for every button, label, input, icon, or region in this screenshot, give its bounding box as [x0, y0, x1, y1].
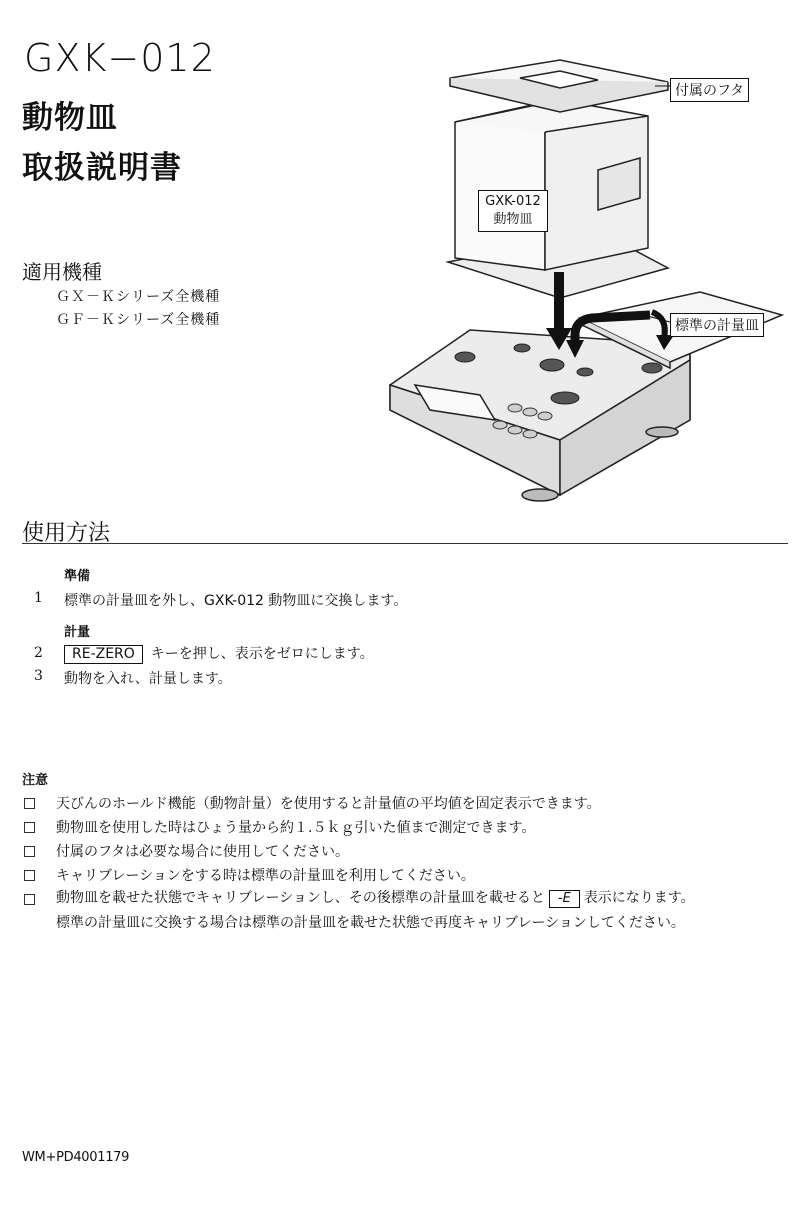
step-1-number: 1: [34, 590, 43, 606]
product-name: 動物皿: [22, 100, 118, 136]
note-5-line-2: 標準の計量皿に交換する場合は標準の計量皿を載せた状態で再度キャリブレーションしてください。: [56, 915, 685, 931]
prep-heading: 準備: [64, 569, 91, 584]
note-5-pre: 動物皿を載せた状態でキャリブレーションし、その後標準の計量皿を載せると: [56, 890, 545, 906]
note-bullet: [24, 870, 35, 881]
lid: [450, 60, 668, 112]
note-4: キャリブレーションをする時は標準の計量皿を利用してください。: [56, 868, 475, 884]
applicable-heading: 適用機種: [22, 260, 102, 284]
step-3-text: 動物を入れ、計量します。: [64, 671, 232, 687]
re-zero-key: RE-ZERO: [64, 645, 143, 664]
lid-callout: 付属のフタ: [670, 78, 749, 102]
step-2-text: キーを押し、表示をゼロにします。: [150, 646, 374, 662]
note-2: 動物皿を使用した時はひょう量から約１.５ｋｇ引いた値まで測定できます。: [56, 820, 536, 836]
model-title: GXK−012: [24, 36, 216, 80]
pan-callout: 標準の計量皿: [670, 313, 764, 337]
container-label-name: 動物皿: [493, 212, 533, 227]
note-5-post: 表示になります。: [583, 890, 695, 906]
step-3-number: 3: [34, 668, 43, 684]
step-2-line: [64, 643, 374, 664]
notes-heading: 注意: [22, 773, 49, 788]
applicable-model-1: ＧＸ－Ｋシリーズ全機種: [56, 289, 221, 305]
step-2-number: 2: [34, 645, 43, 661]
manual-title: 取扱説明書: [22, 150, 182, 186]
note-5: [56, 887, 695, 908]
error-display-indicator: -E: [549, 890, 580, 908]
note-3: 付属のフタは必要な場合に使用してください。: [56, 844, 350, 860]
note-bullet: [24, 846, 35, 857]
note-bullet: [24, 822, 35, 833]
note-1: 天びんのホールド機能（動物計量）を使用すると計量値の平均値を固定表示できます。: [56, 796, 601, 812]
container-label: [478, 190, 548, 232]
note-bullet: [24, 894, 35, 905]
container-label-model: GXK-012: [485, 194, 541, 209]
note-bullet: [24, 798, 35, 809]
step-1-text: 標準の計量皿を外し、GXK-012 動物皿に交換します。: [64, 593, 408, 609]
usage-section-title: 使用方法: [22, 521, 111, 546]
applicable-model-2: ＧＦ－Ｋシリーズ全機種: [56, 312, 221, 328]
weigh-heading: 計量: [64, 625, 91, 640]
section-divider: [22, 543, 788, 544]
document-code: WM+PD4001179: [22, 1150, 130, 1165]
